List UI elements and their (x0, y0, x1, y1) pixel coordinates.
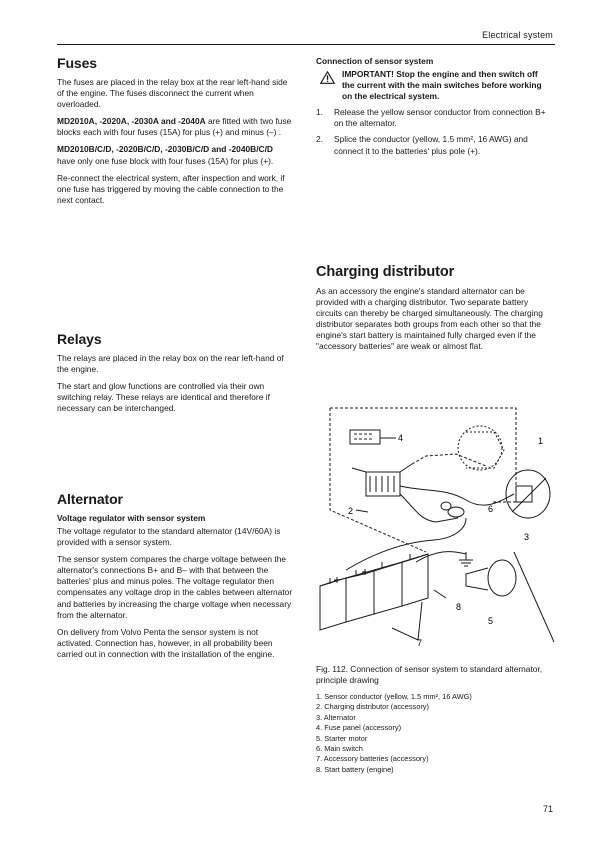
ground-symbol (459, 552, 473, 566)
sensor-wire (400, 486, 514, 505)
sensor-steps (316, 107, 552, 156)
charging-paragraph-1: As an accessory the engine's standard alternator can be provided with a charging distributor. Two separate battery circuits can thereby be charged simultaneously. The charging distributor separates both groups from each other so that the engine's start battery is maintained fully charged even if the "accessory batteries" are weak or almost flat. (316, 286, 543, 352)
page-number: 71 (542, 804, 553, 814)
fuses-models-a-text: are fitted with two fuse blocks each with four fuses (15A) for plus (+) and minus (–) . (57, 116, 292, 138)
header-rule (57, 44, 555, 45)
distributor-top (352, 464, 412, 472)
charging-section (316, 264, 552, 359)
fuses-models-b: MD2010B/C/D, -2020B/C/D, -2030B/C/D and -2040B/C/D (57, 144, 273, 155)
leader-2 (356, 510, 368, 512)
sensor-step (316, 134, 552, 156)
charge-wire (400, 494, 458, 522)
engine-block-outline (466, 432, 504, 468)
charging-distributor-shape (366, 472, 400, 496)
sensor-title: Connection of sensor system (316, 56, 434, 66)
fuse-panel-shape (350, 430, 380, 444)
callout-8: 8 (456, 602, 462, 612)
callout-4: 4 (398, 433, 404, 443)
warning-text: IMPORTANT! Stop the engine and then switch off the current with the main switches before working on the electrical system. (342, 69, 542, 102)
sensor-step (316, 107, 552, 129)
legend-item: 7. Accessory batteries (accessory) (316, 754, 429, 764)
legend-item: 1. Sensor conductor (yellow, 1.5 mm², 16 AWG) (316, 692, 472, 701)
alternator-paragraph-1: The voltage regulator to the standard alternator (14V/60A) is provided with a sensor system. (57, 526, 281, 548)
section-header: Electrical system (482, 30, 553, 40)
legend-item: 4. Fuse panel (accessory) (316, 723, 402, 733)
starter-body (466, 568, 488, 590)
alternator-paragraph-3: On delivery from Volvo Penta the sensor system is not activated. Connection has, however, in all probability been carried out in connection with the installation of the engine. (57, 626, 275, 659)
callout-1: 1 (538, 436, 544, 446)
step-number: 2. (316, 134, 323, 145)
distributor-fins (370, 476, 394, 492)
figure-legend (316, 692, 556, 775)
leader-8 (434, 590, 446, 598)
alternator-paragraph-2: The sensor system compares the charge voltage between the alternator's connections B+ and B– with that between the batteries' plus and minus poles. The voltage regulator then compensates any voltage drop in the cables between alternator and batteries by increasing the charge voltage when necessary from the alternator. (57, 554, 293, 620)
fuses-paragraph-1: The fuses are placed in the relay box at the rear left-hand side of the engine. The fuses disconnect the current when overloaded. (57, 77, 288, 110)
fuse-wire (412, 454, 486, 466)
callout-7: 7 (417, 638, 423, 648)
battery-2 (346, 570, 374, 622)
battery-wire-b (416, 552, 466, 562)
relays-paragraph-1: The relays are placed in the relay box on the rear left-hand of the engine. (57, 353, 284, 375)
legend-item: 6. Main switch (316, 744, 363, 754)
step-text: Release the yellow sensor conductor from connection B+ on the alternator. (334, 107, 546, 129)
warning-box (316, 69, 552, 102)
figure-caption: Fig. 112. Connection of sensor system to standard alternator, principle drawing (316, 664, 543, 686)
relays-title: Relays (57, 331, 102, 347)
fuse-panel-slots (354, 434, 372, 439)
fuses-paragraph-2 (57, 116, 293, 138)
warning-triangle-icon (320, 71, 335, 84)
legend-item: 5. Starter motor (316, 733, 368, 743)
callout-6: 6 (488, 504, 494, 514)
battery-wire-a (346, 518, 466, 570)
fuses-paragraph-3 (57, 144, 293, 166)
main-switch-knob (441, 502, 451, 510)
relays-section (57, 331, 293, 420)
fuses-title: Fuses (57, 55, 97, 71)
sensor-section (316, 56, 552, 162)
callout-3: 3 (524, 532, 530, 542)
charging-title: Charging distributor (316, 264, 455, 280)
starter-motor-shape (488, 560, 516, 596)
callout-2: 2 (348, 506, 354, 516)
battery-1 (320, 578, 346, 630)
legend-item: 2. Charging distributor (accessory) (316, 702, 429, 712)
alternator-mount (512, 478, 546, 512)
step-text: Splice the conductor (yellow, 1.5 mm², 16 AWG) and connect it to the batteries' plus pole (+). (334, 134, 528, 156)
legend-item: 3. Alternator (316, 712, 356, 722)
battery-plus-marks (334, 569, 368, 583)
alternator-section (57, 491, 293, 666)
legend-item: 8. Start battery (engine) (316, 764, 394, 774)
callout-5: 5 (488, 616, 494, 626)
relay-box-outline (330, 408, 516, 502)
fuses-models-b-text: have only one fuse block with four fuses (15A) for plus (+). (57, 155, 274, 166)
alternator-title: Alternator (57, 491, 123, 507)
battery-4 (402, 554, 428, 606)
starter-bracket (514, 552, 554, 642)
wiring-diagram (316, 402, 556, 654)
fuses-paragraph-4: Re-connect the electrical system, after inspection and work, if one fuse has triggered by moving the cable connection to the next contact. (57, 172, 285, 205)
fuses-section (57, 55, 293, 212)
relays-paragraph-2: The start and glow functions are controlled via their own switching relay. These relays are identical and therefore if necessary can be interchanged. (57, 381, 270, 414)
wiring-figure (316, 402, 556, 654)
fuses-models-a: MD2010A, -2020A, -2030A and -2040A (57, 116, 206, 127)
step-number: 1. (316, 107, 323, 118)
alternator-subtitle: Voltage regulator with sensor system (57, 513, 206, 523)
